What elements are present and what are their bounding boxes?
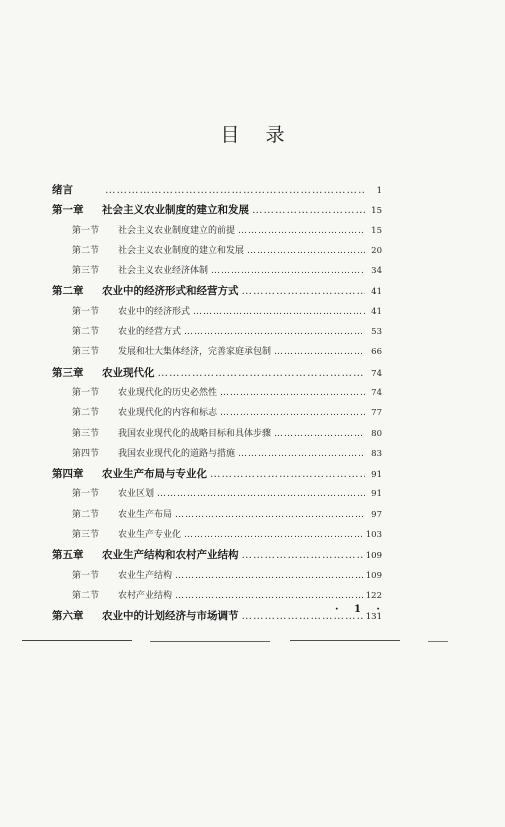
toc-entry-number: 第二节 [72, 408, 100, 419]
dot-leader [184, 530, 363, 540]
toc-page-number: 80 [371, 428, 382, 439]
dot-leader [175, 571, 363, 581]
toc-entry-number: 第一节 [72, 489, 100, 500]
toc-page-number: 122 [365, 590, 382, 601]
toc-entry-number: 第四章 [52, 468, 84, 481]
toc-entry-label [72, 568, 172, 581]
toc-entry-title: 农业生产结构和农村产业结构 [102, 549, 239, 562]
toc-section-entry [52, 385, 382, 405]
toc-page-number: 83 [371, 448, 382, 459]
dot-leader [274, 347, 365, 357]
dot-leader [220, 408, 365, 418]
toc-entry-label [52, 608, 239, 623]
toc-entry-label [52, 365, 155, 380]
toc-page-number: 131 [365, 612, 382, 623]
toc-entry-number: 第三节 [72, 266, 100, 277]
toc-entry-label [52, 202, 249, 217]
toc-section-entry [52, 243, 382, 263]
toc-section-entry [52, 304, 382, 324]
toc-section-entry [52, 324, 382, 344]
dot-leader [252, 204, 365, 216]
dot-leader [158, 367, 366, 379]
dot-leader [175, 510, 365, 520]
toc-page-number: 91 [371, 470, 382, 481]
toc-chapter-entry [52, 608, 382, 628]
dot-leader [274, 429, 365, 439]
toc-entry-title: 农业的经营方式 [118, 327, 182, 338]
scan-rule-line [22, 640, 132, 641]
toc-entry-title: 农业生产布局与专业化 [102, 468, 207, 481]
toc-section-entry [52, 263, 382, 283]
toc-entry-label [72, 385, 217, 398]
toc-entry-number: 第三节 [72, 428, 100, 439]
toc-chapter-entry [52, 547, 382, 567]
toc-entry-number: 绪言 [52, 184, 73, 196]
toc-page-number: 97 [371, 509, 382, 520]
toc-entry-number: 第一节 [72, 387, 100, 398]
toc-entry-label [72, 405, 217, 418]
dot-leader [175, 591, 363, 601]
toc-page-number: 1 [376, 186, 382, 196]
toc-entry-title: 社会主义农业制度建立的前提 [118, 225, 236, 236]
toc-entry-label [72, 304, 190, 317]
toc-entry-title: 农业中的计划经济与市场调节 [102, 610, 239, 623]
toc-entry-number: 第五章 [52, 549, 84, 562]
toc-entry-number: 第六章 [52, 610, 84, 623]
toc-section-entry [52, 588, 382, 608]
toc-page-number: 41 [371, 306, 382, 317]
dot-leader [238, 449, 365, 459]
toc-entry-title: 农业现代化 [102, 366, 155, 379]
toc-entry-title: 农业中的经济形式 [118, 306, 191, 317]
toc-entry-title: 农业生产布局 [118, 509, 173, 520]
toc-page-number: 77 [371, 408, 382, 419]
dot-leader [211, 266, 365, 276]
toc-page-number: 109 [365, 570, 382, 581]
page-number: · 1 · [335, 604, 386, 615]
toc-entry-number: 第一节 [72, 225, 100, 236]
dot-leader [247, 246, 365, 256]
toc-entry-number: 第一节 [72, 306, 100, 317]
toc-entry-number: 第三节 [72, 347, 100, 358]
toc-page-number: 91 [371, 489, 382, 500]
toc-entry-number: 第一节 [72, 570, 100, 581]
toc-section-entry [52, 446, 382, 466]
dot-leader [193, 307, 365, 317]
toc-entry-label [72, 507, 172, 520]
toc-entry-label [72, 446, 235, 459]
toc-entry-number: 第二节 [72, 509, 100, 520]
dot-leader [238, 226, 365, 236]
toc-page-number: 41 [371, 287, 382, 298]
toc-entry-title: 农业现代化的历史必然性 [118, 387, 218, 398]
toc-entry-title: 社会主义农业经济体制 [118, 266, 209, 277]
toc-section-entry [52, 426, 382, 446]
toc-entry-label [72, 263, 208, 276]
toc-chapter-entry [52, 365, 382, 385]
toc-entry-title: 农村产业结构 [118, 590, 173, 601]
toc-entry-number: 第二章 [52, 285, 84, 298]
toc-entry-label [72, 588, 172, 601]
page-title: 目录 [220, 124, 311, 146]
toc-section-entry [52, 527, 382, 547]
dot-leader [157, 489, 365, 499]
dot-leader [210, 468, 365, 480]
toc-page-number: 34 [371, 266, 382, 277]
toc-section-entry [52, 344, 382, 364]
toc-section-entry [52, 568, 382, 588]
toc-entry-title: 我国农业现代化的道路与措施 [118, 448, 236, 459]
toc-entry-number: 第二节 [72, 327, 100, 338]
dot-leader [184, 327, 365, 337]
table-of-contents [52, 182, 382, 629]
dot-leader [242, 549, 363, 561]
toc-entry-label [72, 344, 271, 357]
toc-entry-label [52, 466, 207, 481]
toc-section-entry [52, 507, 382, 527]
toc-entry-title: 农业区划 [118, 489, 155, 500]
toc-entry-label [72, 223, 235, 236]
toc-entry-label [72, 324, 181, 337]
toc-entry-label [52, 547, 239, 562]
toc-entry-number: 第四节 [72, 448, 100, 459]
toc-entry-number: 第三章 [52, 366, 84, 379]
toc-page-number: 15 [371, 206, 382, 217]
toc-entry-number: 第三节 [72, 530, 100, 541]
toc-page-number: 109 [365, 551, 382, 562]
toc-entry-label [72, 243, 244, 256]
toc-entry-number: 第二节 [72, 590, 100, 601]
toc-section-entry [52, 223, 382, 243]
toc-page-number: 103 [365, 530, 382, 541]
toc-page-number: 15 [371, 225, 382, 236]
scan-rule-line [150, 641, 270, 642]
toc-page-number: 66 [371, 347, 382, 358]
toc-section-entry [52, 405, 382, 425]
toc-entry-title: 社会主义农业制度的建立和发展 [102, 204, 249, 217]
dot-leader [220, 388, 365, 398]
toc-entry-number: 第二节 [72, 245, 100, 256]
toc-page-number: 74 [371, 387, 382, 398]
toc-entry-title: 农业生产专业化 [118, 530, 182, 541]
toc-entry-title: 农业现代化的内容和标志 [118, 408, 218, 419]
toc-chapter-entry [52, 283, 382, 303]
toc-page-number: 53 [371, 327, 382, 338]
scan-rule-line [290, 640, 400, 641]
toc-entry-title: 农业中的经济形式和经营方式 [102, 285, 239, 298]
toc-entry-label [52, 283, 239, 298]
toc-chapter-entry [52, 202, 382, 222]
toc-entry-label [72, 486, 154, 499]
toc-entry-label [72, 426, 271, 439]
scan-rule-line [428, 641, 448, 642]
toc-entry-title: 发展和壮大集体经济，完善家庭承包制 [118, 347, 272, 358]
toc-entry-title: 我国农业现代化的战略目标和具体步骤 [118, 428, 272, 439]
toc-chapter-entry [52, 466, 382, 486]
toc-entry-number: 第一章 [52, 204, 84, 217]
toc-entry-label [52, 182, 102, 197]
toc-page-number: 74 [371, 368, 382, 379]
toc-chapter-entry [52, 182, 382, 202]
dot-leader [105, 184, 365, 196]
toc-entry-label [72, 527, 181, 540]
toc-entry-title: 社会主义农业制度的建立和发展 [118, 245, 245, 256]
toc-entry-title: 农业生产结构 [118, 570, 173, 581]
toc-page-number: 20 [371, 245, 382, 256]
dot-leader [242, 285, 366, 297]
toc-section-entry [52, 486, 382, 506]
